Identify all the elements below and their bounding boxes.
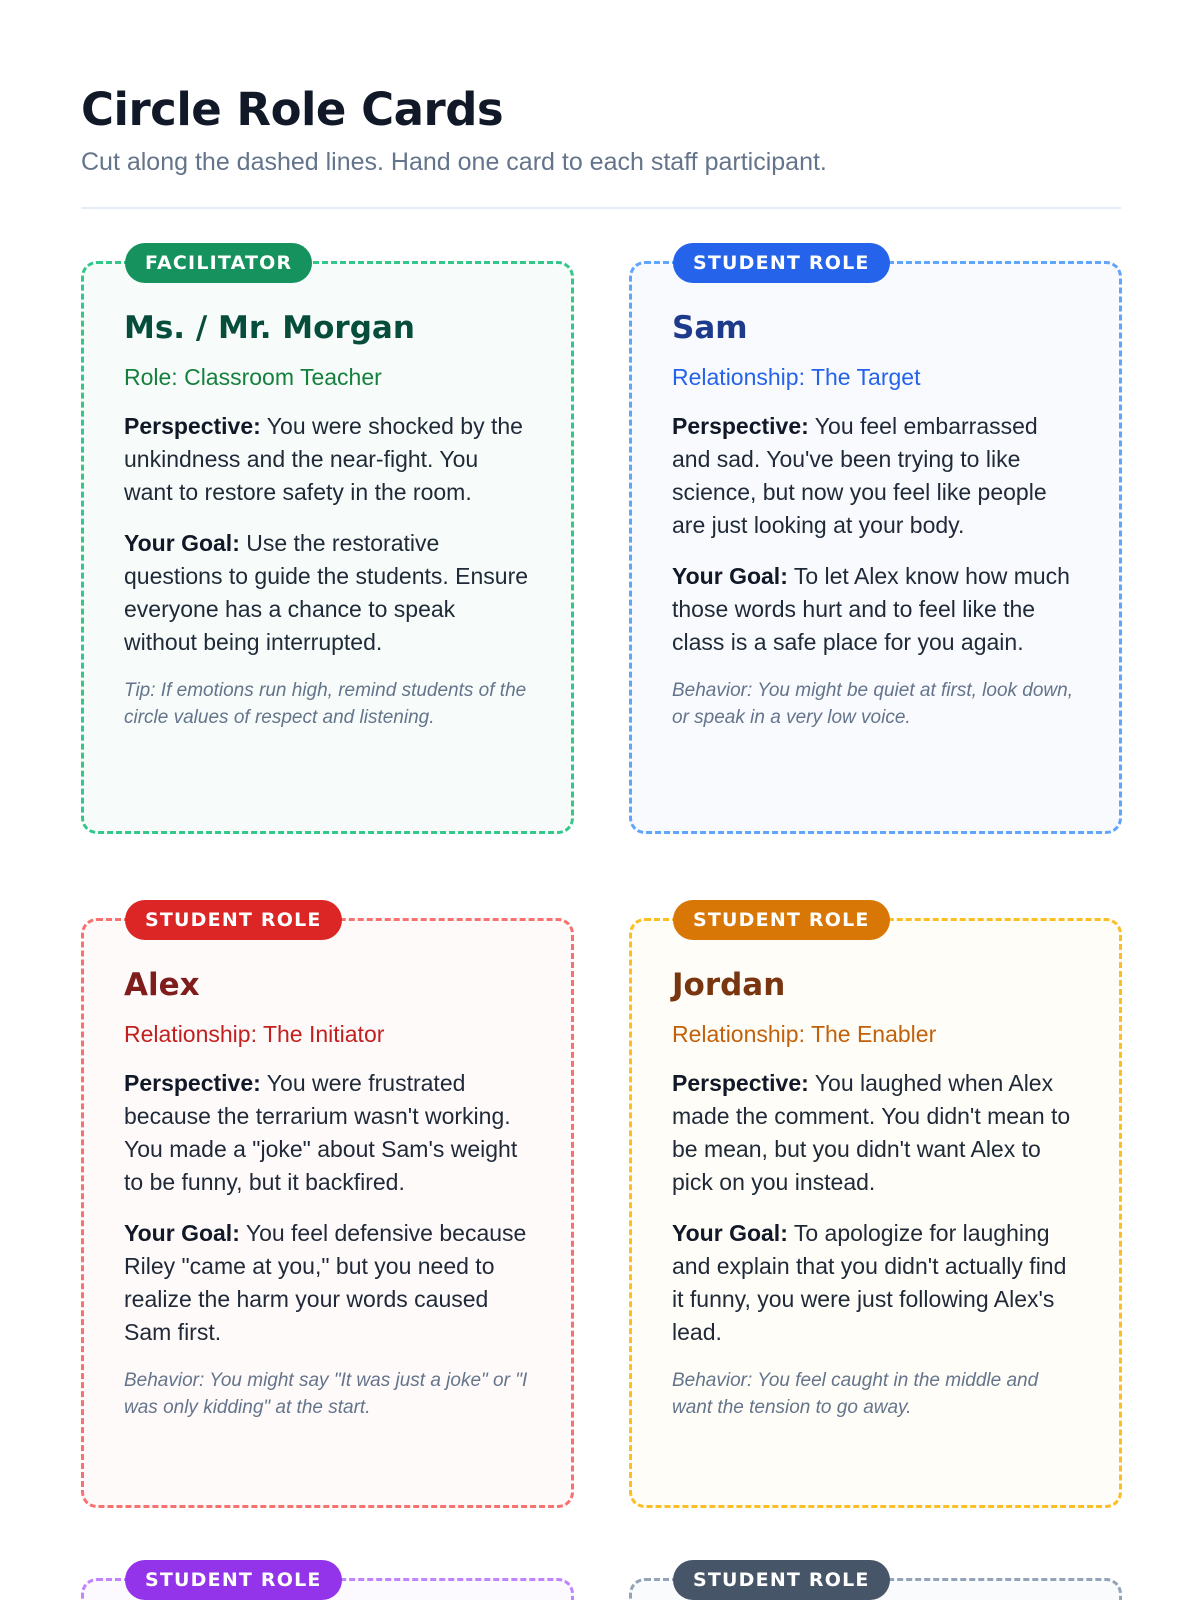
goal-label: Your Goal: bbox=[672, 1220, 788, 1246]
behavior-note: Behavior: You might be quiet at first, look down, or speak in a very low voice. bbox=[672, 680, 1073, 728]
behavior-note: Behavior: You might say "It was just a joke" or "I was only kidding" at the start. bbox=[124, 1370, 528, 1418]
character-name: Sam bbox=[672, 310, 748, 346]
page-title: Circle Role Cards bbox=[81, 83, 504, 136]
character-relationship: Role: Classroom Teacher bbox=[124, 364, 382, 390]
role-card-alex bbox=[81, 909, 574, 1508]
perspective-paragraph bbox=[124, 1067, 531, 1199]
perspective-label: Perspective: bbox=[672, 1070, 809, 1096]
perspective-text: You were shocked by the unkindness and the near-fight. You want to restore safety in the room. bbox=[124, 413, 523, 505]
role-badge: STUDENT ROLE bbox=[125, 1560, 342, 1600]
role-badge: STUDENT ROLE bbox=[673, 900, 890, 940]
goal-text: To let Alex know how much those words hurt and to feel like the class is a safe place for you again. bbox=[672, 563, 1070, 655]
perspective-text: You feel embarrassed and sad. You've been trying to like science, but now you feel like people are just looking at your body. bbox=[672, 413, 1047, 538]
goal-text: Use the restorative questions to guide the students. Ensure everyone has a chance to speak without being interrupted. bbox=[124, 530, 529, 655]
goal-paragraph bbox=[672, 560, 1079, 659]
perspective-text: You laughed when Alex made the comment. You didn't mean to be mean, but you didn't want Alex to pick on you instead. bbox=[672, 1070, 1071, 1195]
tip-note: Tip: If emotions run high, remind students of the circle values of respect and listening. bbox=[124, 680, 527, 728]
goal-label: Your Goal: bbox=[124, 530, 240, 556]
goal-text: You feel defensive because Riley "came at you," but you need to realize the harm your words caused Sam first. bbox=[124, 1220, 527, 1345]
page-subtitle: Cut along the dashed lines. Hand one card to each staff participant. bbox=[81, 148, 827, 176]
role-badge: STUDENT ROLE bbox=[125, 900, 342, 940]
character-name: Ms. / Mr. Morgan bbox=[124, 310, 415, 346]
perspective-paragraph bbox=[124, 410, 531, 509]
role-cards-page bbox=[81, 80, 1121, 1591]
role-card-student-6 bbox=[629, 1569, 1122, 1600]
perspective-label: Perspective: bbox=[672, 413, 809, 439]
goal-label: Your Goal: bbox=[124, 1220, 240, 1246]
perspective-label: Perspective: bbox=[124, 1070, 261, 1096]
role-card-student-5 bbox=[81, 1569, 574, 1600]
role-badge: STUDENT ROLE bbox=[673, 1560, 890, 1600]
perspective-paragraph bbox=[672, 410, 1079, 542]
role-card-jordan bbox=[629, 909, 1122, 1508]
character-relationship: Relationship: The Initiator bbox=[124, 1021, 385, 1047]
goal-paragraph bbox=[124, 1217, 531, 1349]
goal-text: To apologize for laughing and explain that you didn't actually find it funny, you were just following Alex's lead. bbox=[672, 1220, 1067, 1345]
goal-paragraph bbox=[672, 1217, 1079, 1349]
role-badge: STUDENT ROLE bbox=[673, 243, 890, 283]
header-divider bbox=[81, 207, 1121, 209]
role-badge: FACILITATOR bbox=[125, 243, 312, 283]
perspective-text: You were frustrated because the terrarium wasn't working. You made a "joke" about Sam's weight to be funny, but it backfired. bbox=[124, 1070, 518, 1195]
character-name: Alex bbox=[124, 967, 200, 1003]
behavior-note: Behavior: You feel caught in the middle and want the tension to go away. bbox=[672, 1370, 1039, 1418]
perspective-label: Perspective: bbox=[124, 413, 261, 439]
goal-paragraph bbox=[124, 527, 531, 659]
character-name: Jordan bbox=[672, 967, 786, 1003]
role-card-sam bbox=[629, 252, 1122, 834]
character-relationship: Relationship: The Target bbox=[672, 364, 921, 390]
role-card-facilitator bbox=[81, 252, 574, 834]
perspective-paragraph bbox=[672, 1067, 1079, 1199]
character-relationship: Relationship: The Enabler bbox=[672, 1021, 937, 1047]
goal-label: Your Goal: bbox=[672, 563, 788, 589]
